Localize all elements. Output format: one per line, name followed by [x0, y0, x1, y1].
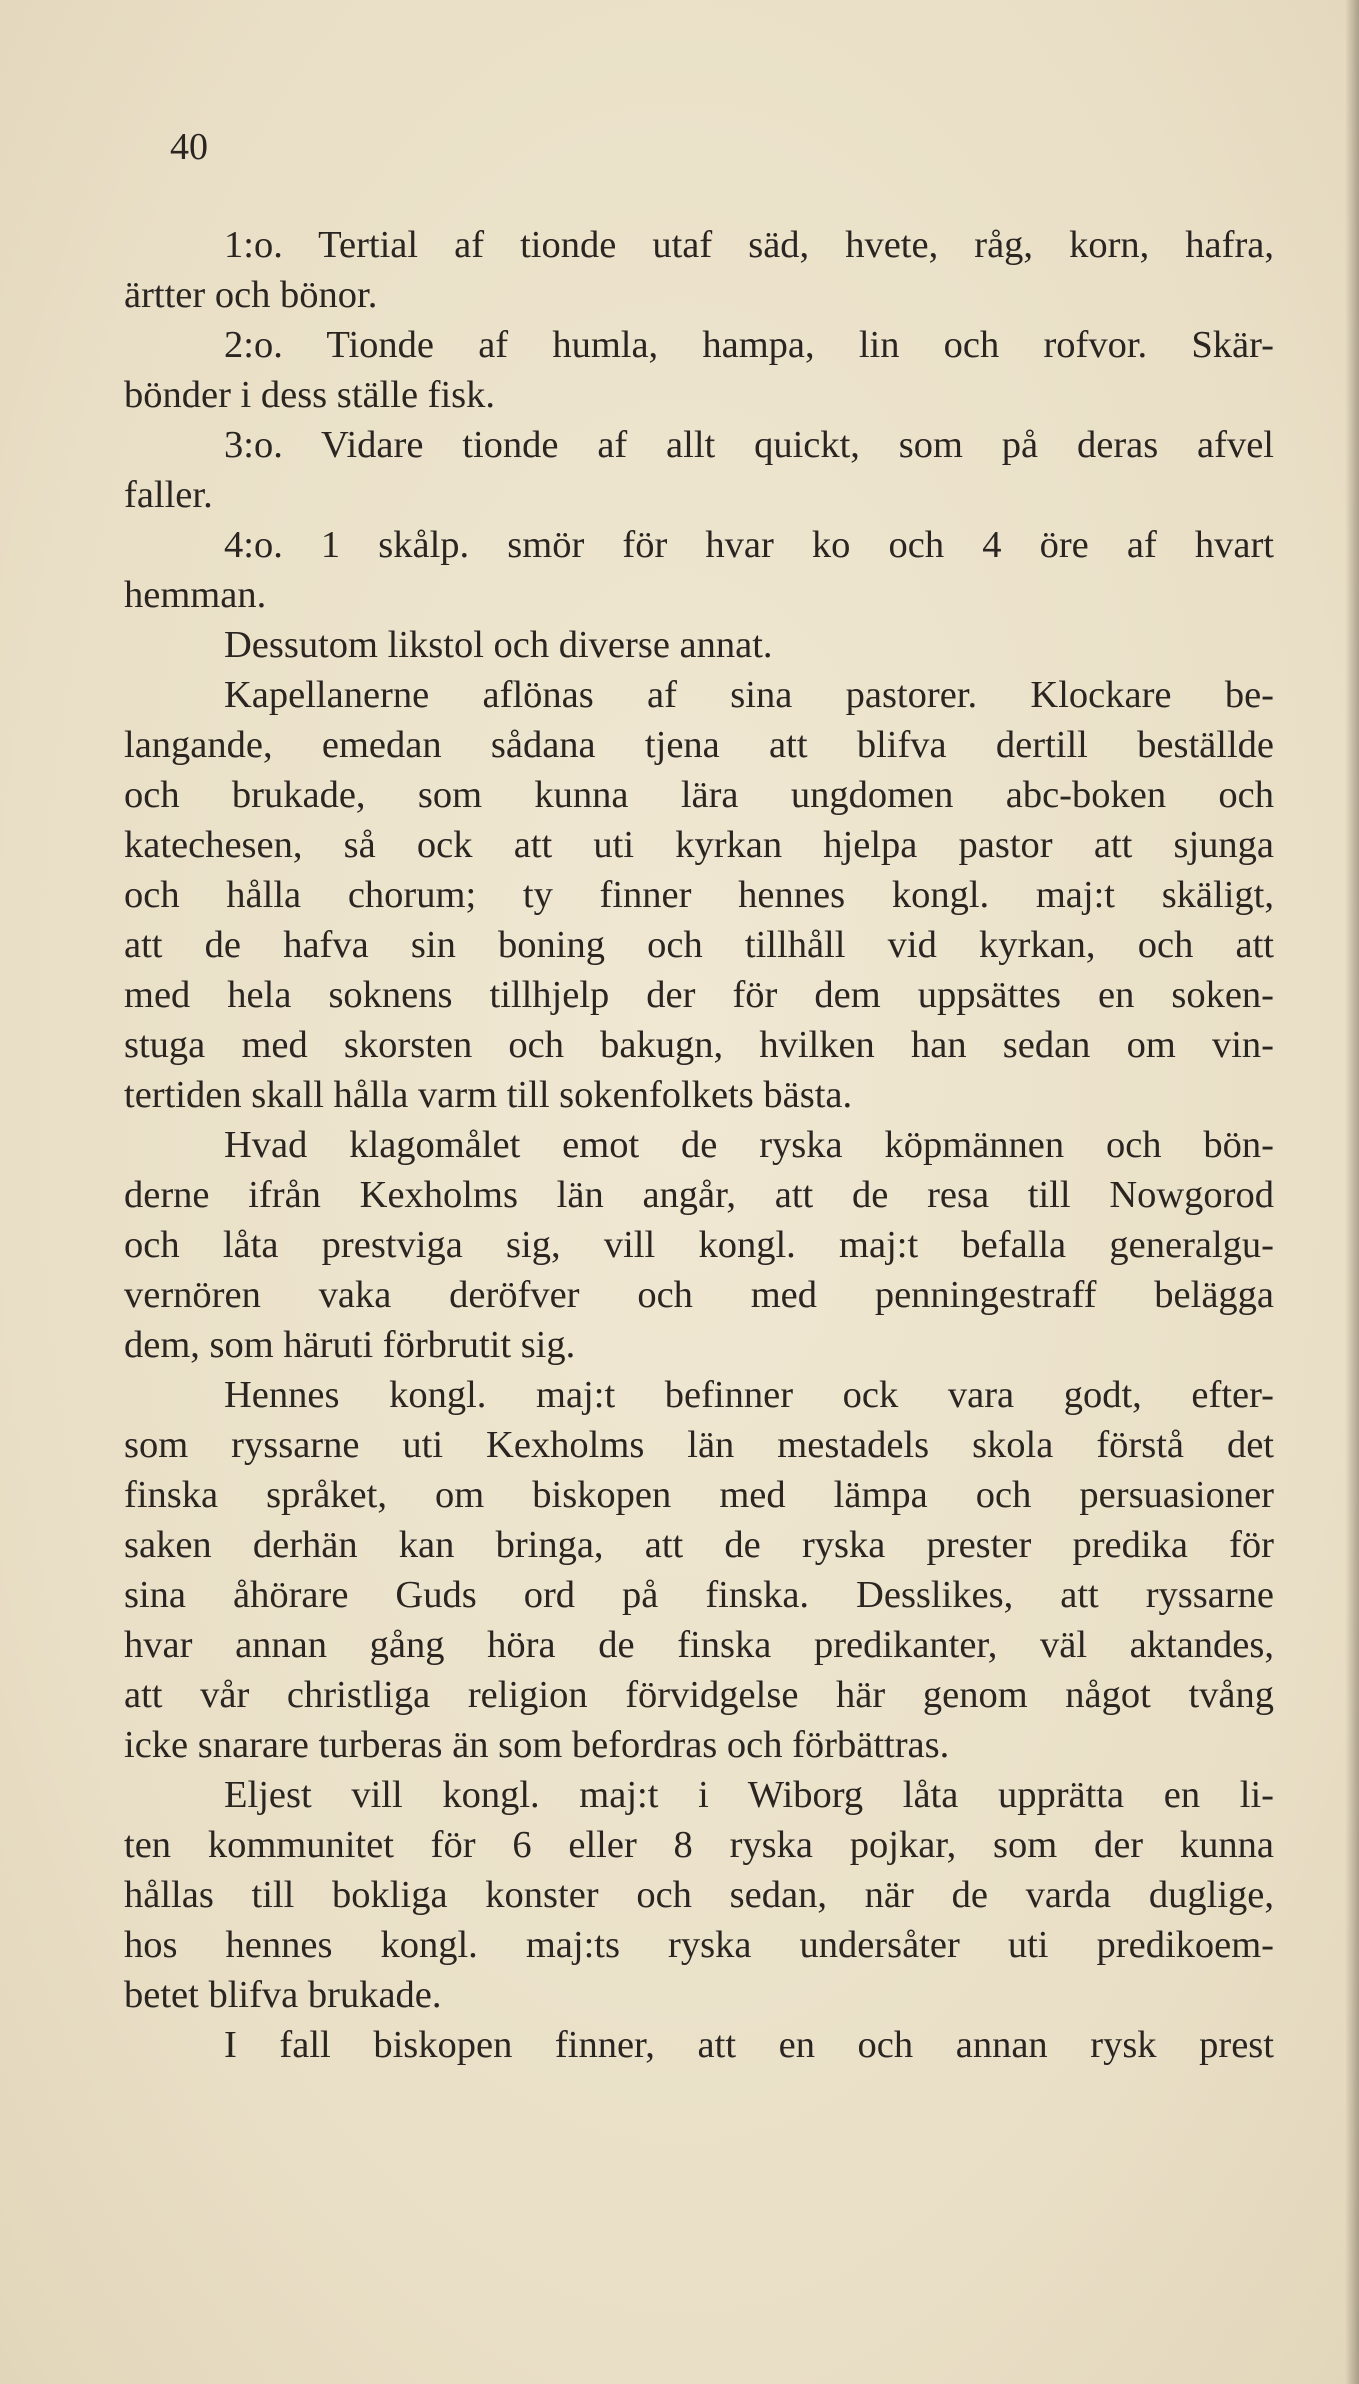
text-line: langande, emedan sådana tjena att blifva dertill beställde	[124, 724, 1274, 766]
text-line: finska språket, om biskopen med lämpa och persuasioner	[124, 1474, 1274, 1516]
text-line: med hela soknens tillhjelp der för dem uppsättes en soken-	[124, 974, 1274, 1016]
text-line: Kapellanerne aflönas af sina pastorer. Klockare be-	[224, 674, 1274, 716]
text-line: och hålla chorum; ty finner hennes kongl. maj:t skäligt,	[124, 874, 1274, 916]
text-line: hvar annan gång höra de finska predikanter, väl aktandes,	[124, 1624, 1274, 1666]
text-line: 4:o. 1 skålp. smör för hvar ko och 4 öre af hvart	[224, 524, 1274, 566]
text-line: hemman.	[124, 574, 267, 616]
page-number: 40	[170, 126, 208, 168]
text-line: ärtter och bönor.	[124, 274, 378, 316]
text-line: hållas till bokliga konster och sedan, när de varda duglige,	[124, 1874, 1274, 1916]
text-line: katechesen, så ock att uti kyrkan hjelpa pastor att sjunga	[124, 824, 1274, 866]
text-line: bönder i dess ställe fisk.	[124, 374, 496, 416]
text-line: att vår christliga religion förvidgelse här genom något tvång	[124, 1674, 1274, 1716]
text-line: 2:o. Tionde af humla, hampa, lin och rofvor. Skär-	[224, 324, 1274, 366]
text-line: Hennes kongl. maj:t befinner ock vara godt, efter-	[224, 1374, 1274, 1416]
text-line: dem, som häruti förbrutit sig.	[124, 1324, 576, 1366]
text-line: som ryssarne uti Kexholms län mestadels skola förstå det	[124, 1424, 1274, 1466]
text-line: Dessutom likstol och diverse annat.	[224, 624, 773, 666]
text-line: faller.	[124, 474, 213, 516]
text-line: saken derhän kan bringa, att de ryska prester predika för	[124, 1524, 1274, 1566]
text-line: derne ifrån Kexholms län angår, att de resa till Nowgorod	[124, 1174, 1274, 1216]
text-line: sina åhörare Guds ord på finska. Desslikes, att ryssarne	[124, 1574, 1274, 1616]
text-line: 1:o. Tertial af tionde utaf säd, hvete, råg, korn, hafra,	[224, 224, 1274, 266]
text-line: hos hennes kongl. maj:ts ryska undersåter uti predikoem-	[124, 1924, 1274, 1966]
text-line: tertiden skall hålla varm till sokenfolkets bästa.	[124, 1074, 853, 1116]
text-line: och låta prestviga sig, vill kongl. maj:t befalla generalgu-	[124, 1224, 1274, 1266]
text-line: betet blifva brukade.	[124, 1974, 442, 2016]
text-line: vernören vaka deröfver och med penningestraff belägga	[124, 1274, 1274, 1316]
text-line: icke snarare turberas än som befordras och förbättras.	[124, 1724, 950, 1766]
text-line: ten kommunitet för 6 eller 8 ryska pojkar, som der kunna	[124, 1824, 1274, 1866]
text-line: stuga med skorsten och bakugn, hvilken han sedan om vin-	[124, 1024, 1274, 1066]
text-line: Eljest vill kongl. maj:t i Wiborg låta upprätta en li-	[224, 1774, 1274, 1816]
text-line: och brukade, som kunna lära ungdomen abc-boken och	[124, 774, 1274, 816]
text-line: att de hafva sin boning och tillhåll vid kyrkan, och att	[124, 924, 1274, 966]
text-line: I fall biskopen finner, att en och annan rysk prest	[224, 2024, 1274, 2066]
text-line: 3:o. Vidare tionde af allt quickt, som på deras afvel	[224, 424, 1274, 466]
page-edge-shadow	[1345, 0, 1359, 2384]
text-line: Hvad klagomålet emot de ryska köpmännen och bön-	[224, 1124, 1274, 1166]
